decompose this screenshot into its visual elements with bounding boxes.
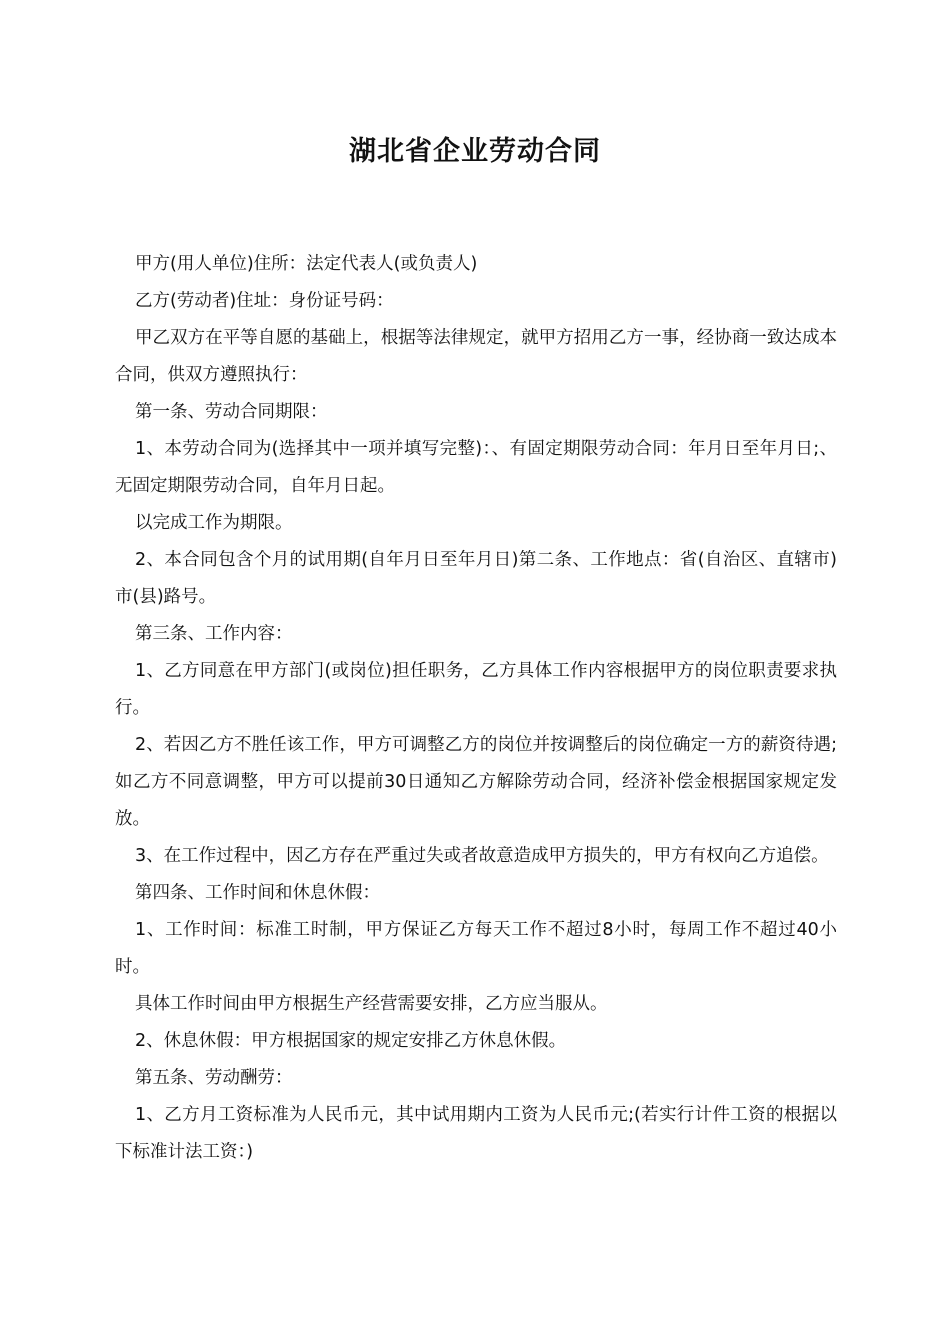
paragraph-party-b: 乙方(劳动者)住址：身份证号码：: [135, 291, 394, 311]
paragraph-working-hours-schedule: 具体工作时间由甲方根据生产经营需要安排，乙方应当服从。: [135, 994, 608, 1014]
section-heading-term: 第一条、劳动合同期限：: [135, 402, 328, 422]
paragraph-term-1: 1、本劳动合同为(选择其中一项并填写完整)：、有固定期限劳动合同：年月日至年月日;、无固定期限劳动合同，自年月日起。: [115, 439, 837, 496]
paragraph-preamble: 甲乙双方在平等自愿的基础上，根据等法律规定，就甲方招用乙方一事，经协商一致达成本合同，供双方遵照执行：: [115, 328, 837, 385]
document-title: 湖北省企业劳动合同: [349, 136, 601, 167]
paragraph-term-2: 2、本合同包含个月的试用期(自年月日至年月日)第二条、工作地点：省(自治区、直辖市)市(县)路号。: [115, 550, 837, 607]
paragraph-work-content-1: 1、乙方同意在甲方部门(或岗位)担任职务，乙方具体工作内容根据甲方的岗位职责要求执行。: [115, 661, 837, 718]
paragraph-work-content-2: 2、若因乙方不胜任该工作，甲方可调整乙方的岗位并按调整后的岗位确定一方的薪资待遇;如乙方不同意调整，甲方可以提前30日通知乙方解除劳动合同，经济补偿金根据国家规定发放。: [115, 735, 837, 829]
section-heading-working-hours: 第四条、工作时间和休息休假：: [135, 883, 380, 903]
paragraph-remuneration-1: 1、乙方月工资标准为人民币元，其中试用期内工资为人民币元;(若实行计件工资的根据以下标准计法工资：): [115, 1105, 837, 1162]
paragraph-working-hours-2: 2、休息休假：甲方根据国家的规定安排乙方休息休假。: [135, 1031, 567, 1051]
document-body: [115, 246, 837, 1171]
section-heading-remuneration: 第五条、劳动酬劳：: [135, 1068, 293, 1088]
paragraph-work-content-3: 3、在工作过程中，因乙方存在严重过失或者故意造成甲方损失的，甲方有权向乙方追偿。: [135, 846, 829, 866]
paragraph-party-a: 甲方(用人单位)住所：法定代表人(或负责人): [135, 254, 478, 274]
section-heading-work-content: 第三条、工作内容：: [135, 624, 293, 644]
paragraph-working-hours-1: 1、工作时间：标准工时制，甲方保证乙方每天工作不超过8小时，每周工作不超过40小时。: [115, 920, 837, 977]
paragraph-term-completion: 以完成工作为期限。: [135, 513, 293, 533]
